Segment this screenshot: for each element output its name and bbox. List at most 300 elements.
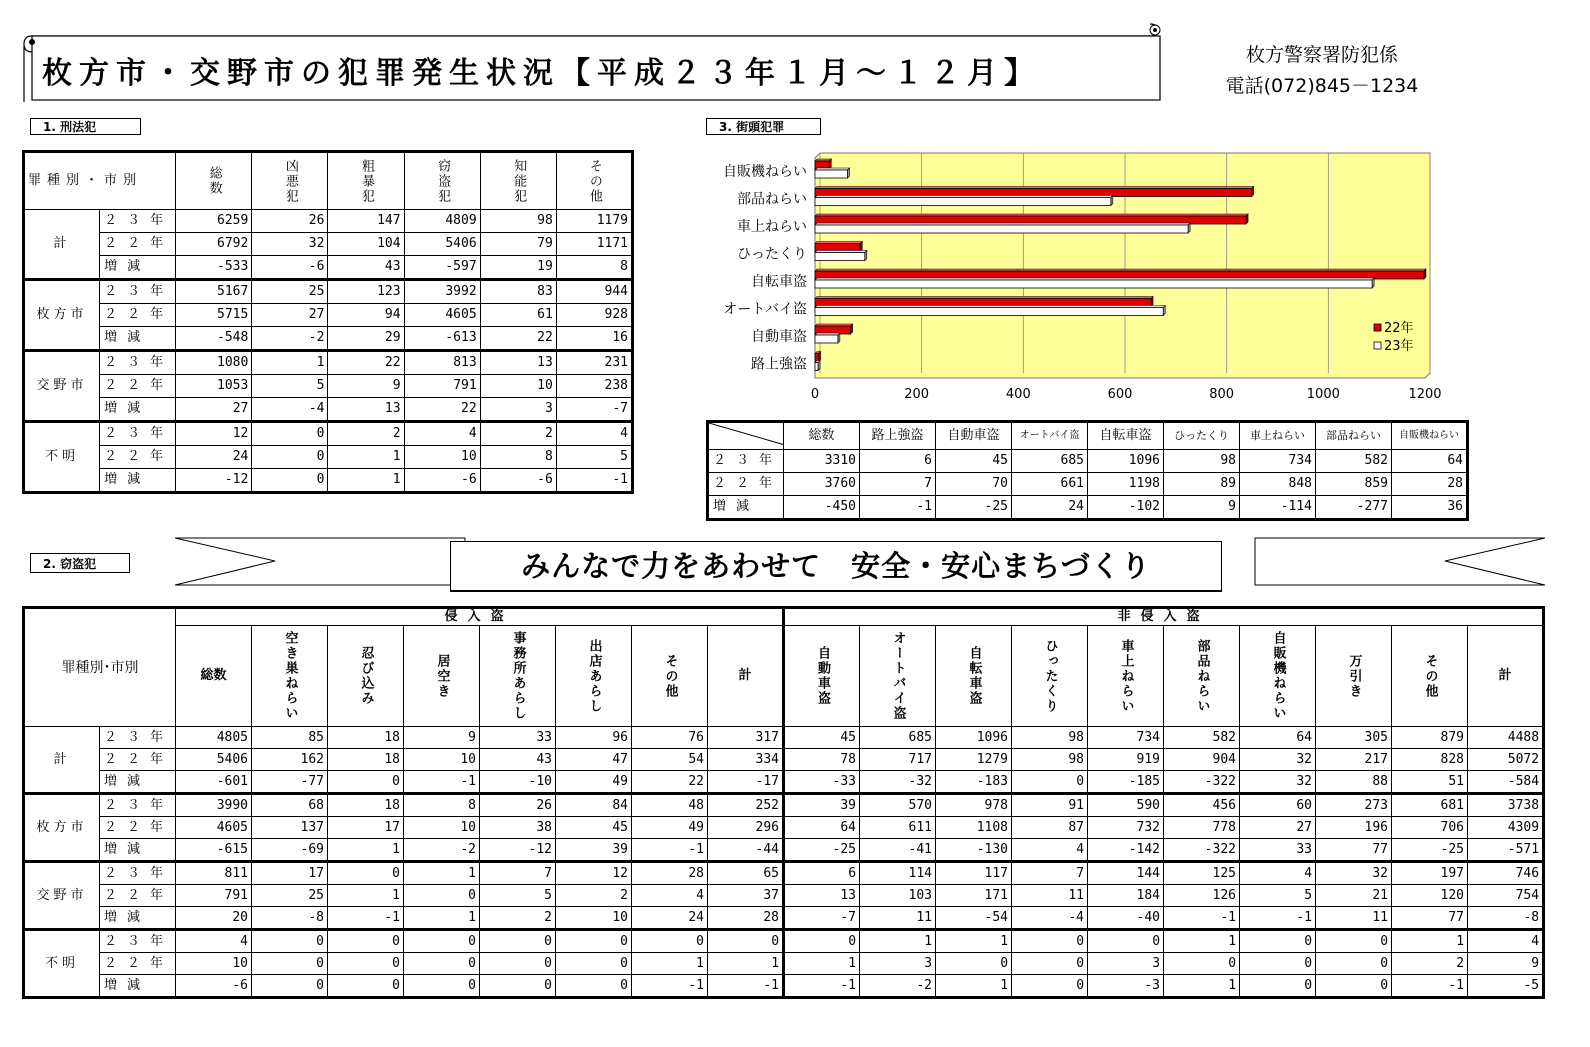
table2-cell: -571 (1468, 839, 1544, 862)
table2-cell: 9 (404, 727, 480, 749)
table1-col-header: 総数 (176, 152, 252, 210)
table2-cell: 0 (556, 953, 632, 975)
table2-cell: 1096 (936, 727, 1012, 749)
table2-cell: 4 (1012, 839, 1088, 862)
table1-row (24, 280, 633, 304)
table1-row (24, 375, 633, 398)
table1-row (24, 469, 633, 493)
table3-col-header: 自販機ねらい (1392, 422, 1468, 450)
table2-cell: 0 (404, 953, 480, 975)
table2-cell: 732 (1088, 817, 1164, 839)
table2-cell: 4 (176, 930, 252, 953)
table2-cell: 2 (556, 885, 632, 907)
table2-cell: -130 (936, 839, 1012, 862)
table1-cell: 0 (252, 446, 328, 469)
table2-cell: 88 (1316, 771, 1392, 794)
table2-cell: -1 (1392, 975, 1468, 998)
street-crime-bar-chart (705, 148, 1465, 406)
table3-cell: 734 (1240, 450, 1316, 473)
table2-cell: 18 (328, 727, 404, 749)
table2-cell: 64 (784, 817, 860, 839)
table1-cell: 944 (556, 280, 632, 304)
table2-cell: 0 (1316, 953, 1392, 975)
row-label: ２３年 (708, 450, 784, 473)
table2-cell: 0 (1240, 930, 1316, 953)
table1-cell: 13 (480, 351, 556, 375)
table2-cell: 38 (480, 817, 556, 839)
table1-cell: 123 (328, 280, 404, 304)
table1-cell: 10 (404, 446, 480, 469)
table2-col-header: ひったくり (1012, 626, 1088, 727)
table1-cell: 2 (480, 422, 556, 446)
table2-cell: 0 (1012, 975, 1088, 998)
category-label: 自販機ねらい (723, 163, 807, 180)
table2-cell: 217 (1316, 749, 1392, 771)
x-tick-label: 1000 (1306, 387, 1340, 402)
table2-cell: 6 (784, 862, 860, 885)
table1-cell: 5 (252, 375, 328, 398)
table2-cell: 4 (632, 885, 708, 907)
table2-col-header: その他 (632, 626, 708, 727)
legend-swatch (1374, 324, 1381, 331)
table2-cell: 0 (404, 975, 480, 998)
table3-cell: 582 (1316, 450, 1392, 473)
row-label: ２３年 (100, 280, 176, 304)
table2-cell: 919 (1088, 749, 1164, 771)
table2-cell: -17 (708, 771, 784, 794)
table2-cell: 126 (1164, 885, 1240, 907)
table3-cell: -114 (1240, 496, 1316, 520)
table2-cell: 252 (708, 794, 784, 817)
table2-cell: 10 (556, 907, 632, 930)
table2-row (24, 839, 1544, 862)
table1-cell: 4809 (404, 210, 480, 233)
diagonal-line (709, 423, 784, 445)
table2-cell: 22 (632, 771, 708, 794)
row-label: 増減 (100, 398, 176, 422)
bar (815, 308, 1163, 316)
table2-cell: -2 (860, 975, 936, 998)
table2-cell: -12 (480, 839, 556, 862)
table2-cell: 0 (1088, 930, 1164, 953)
table1-cell: -613 (404, 327, 480, 351)
table2-cell: 51 (1392, 771, 1468, 794)
table2-col-header: 万引き (1316, 626, 1392, 727)
table3-corner-cell (708, 422, 784, 450)
table2-cell: 0 (1012, 771, 1088, 794)
table3-cell: 45 (936, 450, 1012, 473)
table2-cell: -1 (404, 771, 480, 794)
table1-cell: 22 (404, 398, 480, 422)
table3-col-header: 総数 (784, 422, 860, 450)
city-label: 不明 (24, 930, 100, 998)
table2-row (24, 953, 1544, 975)
table2-cell: 5072 (1468, 749, 1544, 771)
table3-cell: -450 (784, 496, 860, 520)
table2-cell: 13 (784, 885, 860, 907)
table1-col-header: 知能犯 (480, 152, 556, 210)
table2-cell: 0 (252, 930, 328, 953)
table2-cell: 4 (1240, 862, 1316, 885)
row-label: ２２年 (100, 885, 176, 907)
table1-cell: 25 (252, 280, 328, 304)
table2-cell: -5 (1468, 975, 1544, 998)
table2-cell: 1 (1164, 975, 1240, 998)
row-label: 増減 (100, 771, 176, 794)
table2-cell: 196 (1316, 817, 1392, 839)
table1-cell: 5715 (176, 304, 252, 327)
table1-cell: -2 (252, 327, 328, 351)
table2-col-header: オートバイ盗 (860, 626, 936, 727)
table3-cell: 1198 (1088, 473, 1164, 496)
city-label: 計 (24, 727, 100, 794)
table2-cell: 570 (860, 794, 936, 817)
row-label: 増減 (100, 469, 176, 493)
table1-cell: 928 (556, 304, 632, 327)
table1-cell: 104 (328, 233, 404, 256)
row-label: ２３年 (100, 727, 176, 749)
table1-col-header: 窃盗犯 (404, 152, 480, 210)
table2-cell: 65 (708, 862, 784, 885)
table2-cell: 25 (252, 885, 328, 907)
table1-cell: 26 (252, 210, 328, 233)
table3-cell: 64 (1392, 450, 1468, 473)
category-label: オートバイ盗 (723, 301, 807, 318)
table1-row (24, 446, 633, 469)
table2-cell: 85 (252, 727, 328, 749)
table2-cell: 76 (632, 727, 708, 749)
table2-cell: 1 (328, 839, 404, 862)
table2-cell: 334 (708, 749, 784, 771)
table2-cell: 125 (1164, 862, 1240, 885)
table1-cell: 2 (328, 422, 404, 446)
table2-cell: 17 (328, 817, 404, 839)
table1-cell: 4 (556, 422, 632, 446)
table2-cell: 33 (1240, 839, 1316, 862)
table2-cell: -322 (1164, 839, 1240, 862)
table2-cell: 60 (1240, 794, 1316, 817)
table1-cell: -7 (556, 398, 632, 422)
table1-cell: 79 (480, 233, 556, 256)
table2-cell: 84 (556, 794, 632, 817)
table2-cell: 37 (708, 885, 784, 907)
bar (815, 198, 1111, 206)
table2-cell: 754 (1468, 885, 1544, 907)
table2-cell: -142 (1088, 839, 1164, 862)
table1-cell: 94 (328, 304, 404, 327)
table3-col-header: 自動車盗 (936, 422, 1012, 450)
table1-cell: 3992 (404, 280, 480, 304)
table2-cell: 78 (784, 749, 860, 771)
page-title: 枚方市・交野市の犯罪発生状況【平成２３年１月～１２月】 (42, 56, 1041, 91)
table1-cell: 238 (556, 375, 632, 398)
table1-cell: -548 (176, 327, 252, 351)
table2-cell: 4309 (1468, 817, 1544, 839)
table2-cell: -8 (252, 907, 328, 930)
table3-cell: 7 (860, 473, 936, 496)
table1-cell: 9 (328, 375, 404, 398)
table2-row (24, 862, 1544, 885)
category-label: 自転車盗 (751, 273, 807, 290)
row-label: ２３年 (100, 862, 176, 885)
bar (815, 335, 838, 343)
table2-cell: 103 (860, 885, 936, 907)
table1-cell: 4 (404, 422, 480, 446)
table2-cell: 17 (252, 862, 328, 885)
table3-col-header: 車上ねらい (1240, 422, 1316, 450)
table2-cell: 0 (784, 930, 860, 953)
table2-cell: 1108 (936, 817, 1012, 839)
table1-row (24, 327, 633, 351)
table2-cell: 0 (328, 862, 404, 885)
table2-cell: 28 (632, 862, 708, 885)
table2-cell: 10 (404, 817, 480, 839)
table2-cell: 0 (1316, 975, 1392, 998)
table1-cell: 0 (252, 469, 328, 493)
table2-cell: 317 (708, 727, 784, 749)
row-label: ２３年 (100, 422, 176, 446)
row-label: ２３年 (100, 930, 176, 953)
table2-cell: 904 (1164, 749, 1240, 771)
table2-cell: 791 (176, 885, 252, 907)
table1-row (24, 398, 633, 422)
table2-cell: 1 (708, 953, 784, 975)
table2-cell: 28 (708, 907, 784, 930)
row-label: ２３年 (100, 351, 176, 375)
table1-cell: 1080 (176, 351, 252, 375)
table2-cell: -25 (1392, 839, 1468, 862)
table2-cell: 49 (556, 771, 632, 794)
table2-cell: 54 (632, 749, 708, 771)
table1-row (24, 210, 633, 233)
table2-header-label: 罪種別･市別 (24, 608, 176, 727)
table2-cell: 0 (404, 930, 480, 953)
slogan-text: みんなで力をあわせて 安全・安心まちづくり (450, 541, 1222, 592)
table2-cell: 1 (328, 885, 404, 907)
table1-cell: 0 (252, 422, 328, 446)
table2-row (24, 930, 1544, 953)
table3-cell: 859 (1316, 473, 1392, 496)
table2-row (24, 771, 1544, 794)
row-label: 増減 (100, 256, 176, 280)
table2-group-invasion: 侵入盗 (176, 608, 784, 626)
table1-cell: 16 (556, 327, 632, 351)
table3-cell: -25 (936, 496, 1012, 520)
table2-cell: 8 (404, 794, 480, 817)
table2-cell: 305 (1316, 727, 1392, 749)
table2-cell: 1 (632, 953, 708, 975)
table2-cell: 11 (860, 907, 936, 930)
table2-row (24, 907, 1544, 930)
section-1-label: 1. 刑法犯 (30, 118, 141, 135)
table2-cell: -41 (860, 839, 936, 862)
x-tick-label: 0 (810, 387, 820, 402)
x-tick-label: 200 (904, 387, 930, 402)
table2-cell: 26 (480, 794, 556, 817)
table2-cell: 45 (556, 817, 632, 839)
table2-cell: 21 (1316, 885, 1392, 907)
table2-cell: 0 (480, 953, 556, 975)
table1-cell: 27 (252, 304, 328, 327)
table1-cell: 27 (176, 398, 252, 422)
table3-cell: 6 (860, 450, 936, 473)
table2-cell: 39 (784, 794, 860, 817)
table3-cell: 3760 (784, 473, 860, 496)
table2-cell: 12 (556, 862, 632, 885)
table2-cell: 11 (1316, 907, 1392, 930)
table2-cell: 456 (1164, 794, 1240, 817)
table1-cell: 98 (480, 210, 556, 233)
table1-cell: -12 (176, 469, 252, 493)
table2-col-header: 総数 (176, 626, 252, 727)
table2-cell: 47 (556, 749, 632, 771)
table2-cell: 18 (328, 794, 404, 817)
table2-cell: 20 (176, 907, 252, 930)
table2-row (24, 975, 1544, 998)
table1-row (24, 351, 633, 375)
table1-cell: -6 (404, 469, 480, 493)
table2-cell: 5406 (176, 749, 252, 771)
table2-cell: 273 (1316, 794, 1392, 817)
table1-col-header: その他 (556, 152, 632, 210)
table2-cell: 171 (936, 885, 1012, 907)
table2-cell: 184 (1088, 885, 1164, 907)
row-label: ２３年 (100, 794, 176, 817)
table2-cell: -33 (784, 771, 860, 794)
section-3-label: 3. 街頭犯罪 (706, 118, 821, 135)
table2-cell: -8 (1468, 907, 1544, 930)
office-name: 枚方警察署防犯係 (1245, 44, 1398, 66)
table2-cell: -601 (176, 771, 252, 794)
table1-row (24, 233, 633, 256)
table2-row (24, 794, 1544, 817)
table2-cell: 0 (252, 975, 328, 998)
table2-cell: 296 (708, 817, 784, 839)
table2-cell: 197 (1392, 862, 1468, 885)
table2-cell: 3 (1088, 953, 1164, 975)
table2-col-header: 出店あらし (556, 626, 632, 727)
table2-group-non-invasion: 非侵入盗 (784, 608, 1544, 626)
table1-cell: 83 (480, 280, 556, 304)
bar (815, 170, 848, 178)
table2-cell: 68 (252, 794, 328, 817)
table1-cell: 8 (480, 446, 556, 469)
table1-cell: 6792 (176, 233, 252, 256)
table1-cell: 29 (328, 327, 404, 351)
table2-cell: -40 (1088, 907, 1164, 930)
table2-cell: -615 (176, 839, 252, 862)
table2-cell: 77 (1392, 907, 1468, 930)
table3-cell: -1 (860, 496, 936, 520)
city-label: 計 (24, 210, 100, 280)
table2-cell: 43 (480, 749, 556, 771)
table1-cell: 22 (480, 327, 556, 351)
table2-cell: 32 (1240, 771, 1316, 794)
table2-cell: 1 (404, 907, 480, 930)
table2-cell: 706 (1392, 817, 1468, 839)
table2-cell: -77 (252, 771, 328, 794)
category-label: 車上ねらい (737, 218, 807, 235)
table2-cell: 0 (936, 953, 1012, 975)
x-tick-label: 800 (1209, 387, 1235, 402)
table2-row (24, 727, 1544, 749)
table2-cell: 7 (480, 862, 556, 885)
table2-cell: 32 (1240, 749, 1316, 771)
row-label: ２２年 (100, 304, 176, 327)
table2-cell: 778 (1164, 817, 1240, 839)
table1-cell: -6 (252, 256, 328, 280)
table2-cell: 611 (860, 817, 936, 839)
table3-cell: 685 (1012, 450, 1088, 473)
table2-cell: 3 (860, 953, 936, 975)
table3-cell: 9 (1164, 496, 1240, 520)
table2-cell: 1 (1164, 930, 1240, 953)
table2-cell: 0 (328, 975, 404, 998)
table2-cell: -1 (1164, 907, 1240, 930)
table1-cell: 43 (328, 256, 404, 280)
table3-col-header: 自転車盗 (1088, 422, 1164, 450)
table1-cell: 10 (480, 375, 556, 398)
table1-cell: 791 (404, 375, 480, 398)
table2-cell: 590 (1088, 794, 1164, 817)
table2-cell: 18 (328, 749, 404, 771)
table3-col-header: 部品ねらい (1316, 422, 1392, 450)
table3-row (708, 450, 1468, 473)
table2-cell: 582 (1164, 727, 1240, 749)
table2-cell: 64 (1240, 727, 1316, 749)
table2-cell: -32 (860, 771, 936, 794)
table2-col-header: 自転車盗 (936, 626, 1012, 727)
category-label: 路上強盗 (751, 356, 807, 373)
table3-cell: 36 (1392, 496, 1468, 520)
table2-cell: 0 (404, 885, 480, 907)
table2-cell: 828 (1392, 749, 1468, 771)
table2-cell: 114 (860, 862, 936, 885)
table2-cell: 1279 (936, 749, 1012, 771)
row-label: ２２年 (100, 446, 176, 469)
table2-cell: 10 (404, 749, 480, 771)
table2-cell: 0 (1240, 975, 1316, 998)
category-label: ひったくり (737, 246, 807, 263)
table2-cell: -54 (936, 907, 1012, 930)
table2-cell: 144 (1088, 862, 1164, 885)
table3-row (708, 496, 1468, 520)
table2-cell: 49 (632, 817, 708, 839)
table1-cell: -1 (556, 469, 632, 493)
table3-cell: -102 (1088, 496, 1164, 520)
table1-cell: 5406 (404, 233, 480, 256)
table2-cell: 27 (1240, 817, 1316, 839)
table2-cell: 811 (176, 862, 252, 885)
table3-cell: -277 (1316, 496, 1392, 520)
table1-cell: -6 (480, 469, 556, 493)
city-label: 枚方市 (24, 280, 100, 351)
table2-row (24, 817, 1544, 839)
table3-cell: 3310 (784, 450, 860, 473)
table2-cell: 48 (632, 794, 708, 817)
table2-cell: 10 (176, 953, 252, 975)
table2-cell: 5 (480, 885, 556, 907)
table2-cell: 162 (252, 749, 328, 771)
city-label: 不明 (24, 422, 100, 493)
table2-cell: 0 (1012, 930, 1088, 953)
legend-label: 23年 (1384, 339, 1414, 354)
table2-cell: 33 (480, 727, 556, 749)
table1-cell: -597 (404, 256, 480, 280)
table1-cell: 1 (252, 351, 328, 375)
table2-cell: 1 (404, 862, 480, 885)
x-tick-label: 600 (1107, 387, 1133, 402)
